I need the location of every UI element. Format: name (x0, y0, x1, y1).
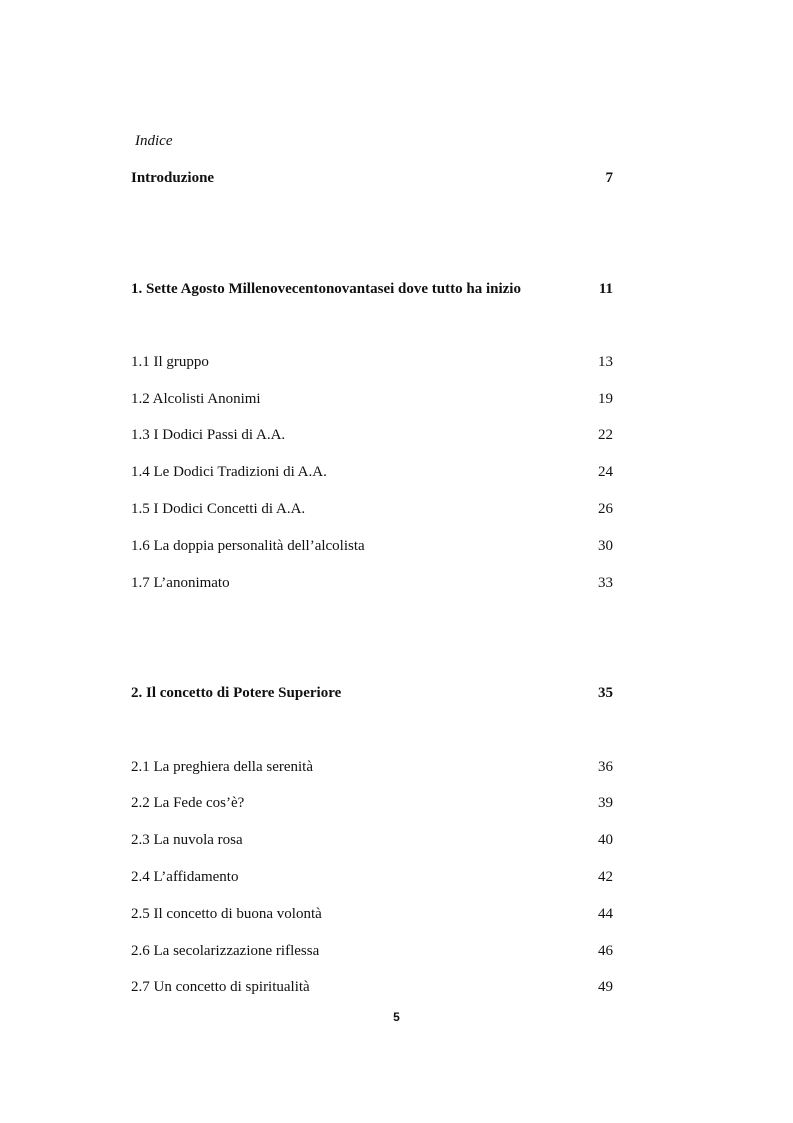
toc-entry-2-3 (131, 829, 613, 851)
toc-entry-page: 24 (598, 464, 613, 480)
toc-entry-label: 1.1 Il gruppo (131, 354, 209, 370)
toc-entry-2-5 (131, 903, 613, 925)
toc-entry-page: 19 (598, 391, 613, 407)
toc-entry-page: 44 (598, 906, 613, 922)
toc-entry-label: 1.4 Le Dodici Tradizioni di A.A. (131, 464, 327, 480)
toc-entry-label: 1.5 I Dodici Concetti di A.A. (131, 501, 306, 517)
toc-entry-label: 1. Sette Agosto Millenovecentonovantasei dove tutto ha inizio (131, 281, 521, 297)
toc-entry-label: 2.5 Il concetto di buona volontà (131, 906, 322, 922)
toc-entry-page: 42 (598, 869, 613, 885)
toc-entry-label: 1.7 L’anonimato (131, 575, 230, 591)
toc-entry-1-2 (131, 388, 613, 410)
toc-entry-1-4 (131, 461, 613, 483)
toc-entry-page: 22 (598, 427, 613, 443)
toc-entry-2-2 (131, 792, 613, 814)
toc-entry-label: 2.6 La secolarizzazione riflessa (131, 943, 320, 959)
toc-entry-page: 39 (598, 795, 613, 811)
toc-entry-page: 36 (598, 759, 613, 775)
toc-entry-1-5 (131, 498, 613, 520)
toc-entry-label: 1.2 Alcolisti Anonimi (131, 391, 261, 407)
toc-entry-label: 2.3 La nuvola rosa (131, 832, 243, 848)
toc-entry-label: Introduzione (131, 170, 215, 186)
toc-entry-2-7 (131, 976, 613, 998)
toc-entry-page: 35 (598, 685, 613, 701)
toc-entry-label: 1.6 La doppia personalità dell’alcolista (131, 538, 365, 554)
toc-entry-label: 2.7 Un concetto di spiritualità (131, 979, 310, 995)
toc-entry-chapter-2 (131, 682, 613, 704)
toc-entry-label: 1.3 I Dodici Passi di A.A. (131, 427, 286, 443)
toc-entry-1-7 (131, 572, 613, 594)
toc-title: Indice (135, 133, 173, 149)
toc-entry-1-3 (131, 424, 613, 446)
toc-entry-1-1 (131, 351, 613, 373)
toc-entry-2-4 (131, 866, 613, 888)
toc-entry-2-1 (131, 756, 613, 778)
toc-entry-page: 46 (598, 943, 613, 959)
toc-entry-label: 2. Il concetto di Potere Superiore (131, 685, 342, 701)
toc-entry-page: 11 (598, 281, 613, 297)
toc-entry-page: 40 (598, 832, 613, 848)
toc-entry-label: 2.1 La preghiera della serenità (131, 759, 313, 775)
toc-entry-page: 49 (598, 979, 613, 995)
toc-entry-page: 13 (598, 354, 613, 370)
toc-entry-page: 7 (605, 170, 613, 186)
toc-entry-introduction (131, 167, 613, 189)
toc-entry-page: 26 (598, 501, 613, 517)
page-number: 5 (393, 1010, 400, 1024)
toc-entry-label: 2.2 La Fede cos’è? (131, 795, 245, 811)
toc-entry-page: 30 (598, 538, 613, 554)
toc-entry-1-6 (131, 535, 613, 557)
toc-entry-label: 2.4 L’affidamento (131, 869, 239, 885)
toc-entry-chapter-1 (131, 278, 613, 300)
toc-entry-2-6 (131, 940, 613, 962)
toc-entry-page: 33 (598, 575, 613, 591)
